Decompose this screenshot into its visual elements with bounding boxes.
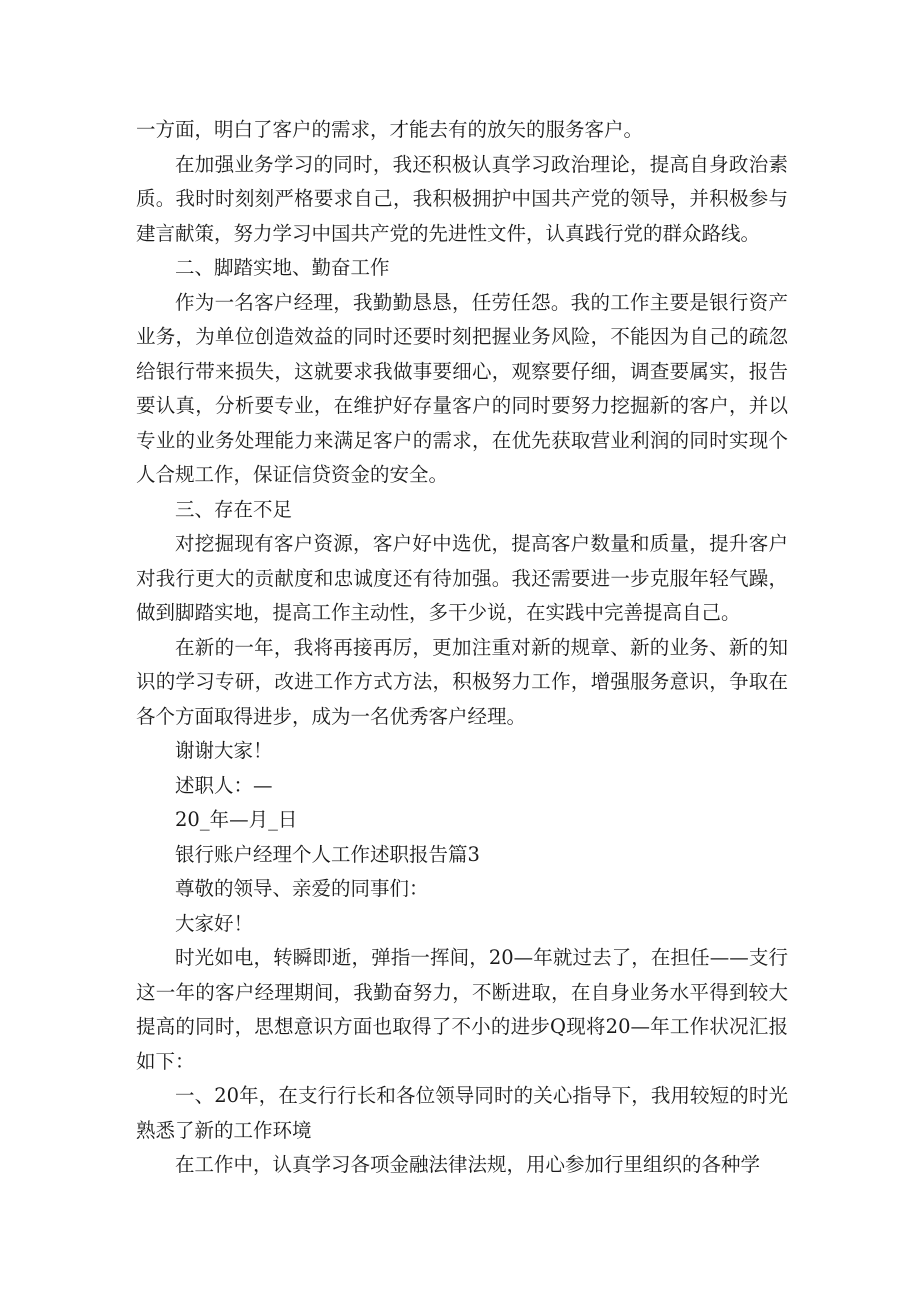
closing-thanks: 谢谢大家！: [175, 739, 273, 762]
section-heading: 三、存在不足: [175, 497, 293, 521]
salutation: 尊敬的领导、亲爱的同事们：: [175, 877, 429, 900]
paragraph: 一方面，明白了客户的需求，才能去有的放矢的服务客户。: [136, 118, 644, 141]
report-title: 银行账户经理个人工作述职报告篇3: [175, 842, 480, 866]
paragraph: 在加强业务学习的同时，我还积极认真学习政治理论，提高自身政治素质。我时时刻刻严格要求自己，我积极拥护中国共产党的领导，并积极参与建言献策，努力学习中国共产党的先进性文件，认真践行党的群众路线。: [136, 152, 788, 245]
paragraph: 时光如电，转瞬即逝，弹指一挥间，20—年就过去了，在担任——支行这一年的客户经理期间，我勤奋努力，不断进取，在自身业务水平得到较大提高的同时，思想意识方面也取得了不小的进步Q现将20—年工作状况汇报如下：: [136, 946, 788, 1073]
paragraph: 作为一名客户经理，我勤勤恳恳，任劳任怨。我的工作主要是银行资产业务，为单位创造效益的同时还要时刻把握业务风险，不能因为自己的疏忽给银行带来损失，这就要求我做事要细心，观察要仔细，调查要属实，报告要认真，分析要专业，在维护好存量客户的同时要努力挖掘新的客户，并以专业的业务处理能力来满足客户的需求，在优先获取营业利润的同时实现个人合规工作，保证信贷资金的安全。: [136, 290, 788, 486]
reporter-line: 述职人：—: [175, 773, 273, 797]
paragraph: 一、20年，在支行行长和各位领导同时的关心指导下，我用较短的时光熟悉了新的工作环境: [136, 1084, 788, 1142]
section-heading: 二、脚踏实地、勤奋工作: [175, 256, 390, 279]
date-line: 20_年—月_日: [175, 808, 298, 831]
paragraph: 在新的一年，我将再接再厉，更加注重对新的规章、新的业务、新的知识的学习专研，改进工作方式方法，积极努力工作，增强服务意识，争取在各个方面取得进步，成为一名优秀客户经理。: [136, 635, 788, 728]
greeting: 大家好！: [175, 911, 254, 935]
paragraph: 对挖掘现有客户资源，客户好中选优，提高客户数量和质量，提升客户对我行更大的贡献度和忠诚度还有待加强。我还需要进一步克服年轻气躁，做到脚踏实地，提高工作主动性，多干少说，在实践中完善提高自己。: [136, 532, 788, 624]
document-body: [136, 113, 788, 1183]
paragraph: 在工作中，认真学习各项金融法律法规，用心参加行里组织的各种学: [175, 1153, 761, 1176]
